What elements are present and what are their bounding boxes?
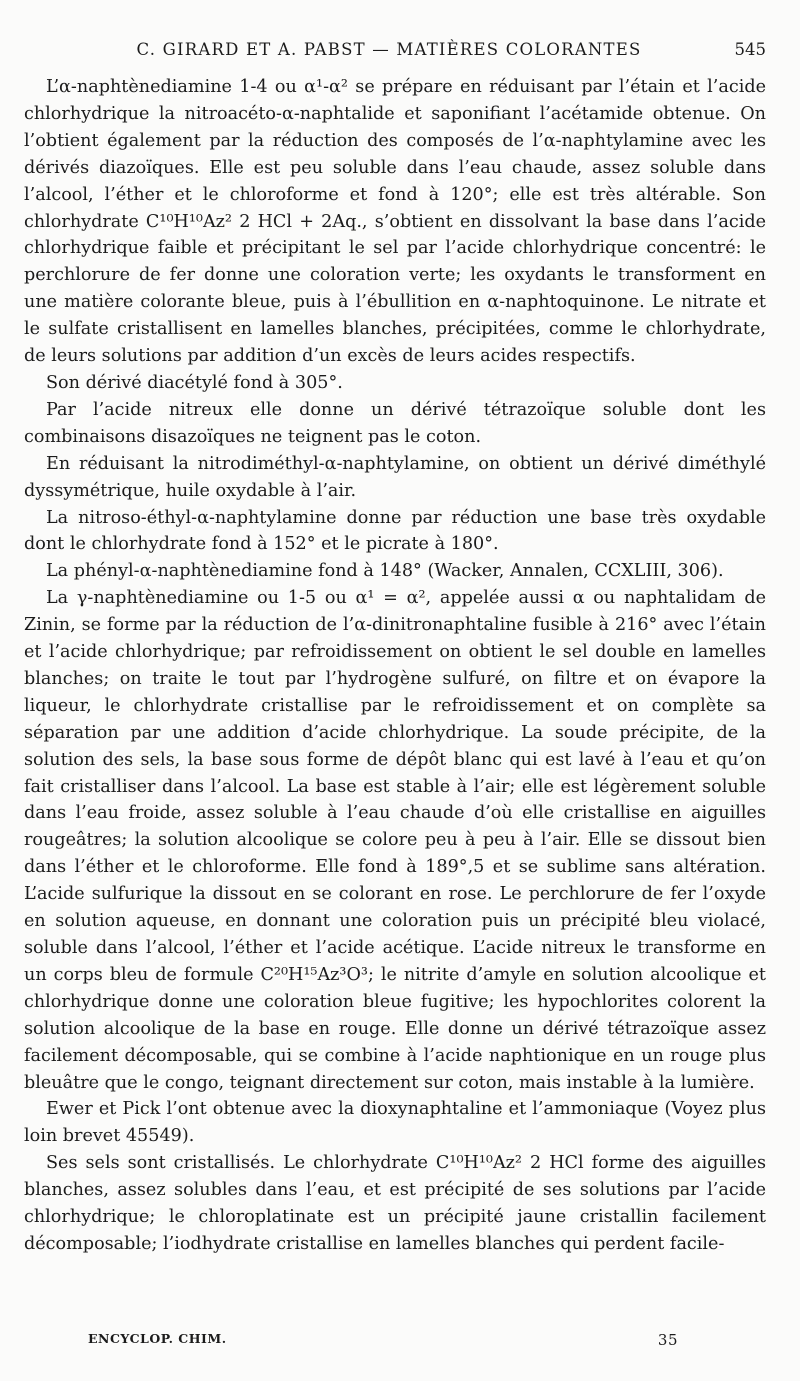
paragraph: La phényl-α-naphtènediamine fond à 148° (Wacker, Annalen, CCXLIII, 306). <box>46 561 724 582</box>
page-number: 545 <box>734 40 766 59</box>
book-page <box>24 40 766 1258</box>
running-header <box>24 40 766 74</box>
running-title: C. GIRARD ET A. PABST — MATIÈRES COLORANTES <box>136 40 642 59</box>
footer-signature: 35 <box>657 1331 678 1349</box>
paragraph: Ewer et Pick l’ont obtenue avec la dioxynaphtaline et l’ammoniaque (Voyez plus loin brevet 45549). <box>24 1099 766 1147</box>
paragraph: Ses sels sont cristallisés. Le chlorhydrate C¹⁰H¹⁰Az² 2 HCl forme des aiguilles blanches, assez solubles dans l’eau, et est précipité de ses solutions par l’acide chlorhydrique; le chloroplatinate est un précipité jaune cristallin facilement décomposable; l’iodhydrate cristallise en lamelles blanches qui perdent facile- <box>24 1153 766 1254</box>
paragraph: L’α-naphtènediamine 1-4 ou α¹-α² se prépare en réduisant par l’étain et l’acide chlorhydrique la nitroacéto-α-naphtalide et saponifiant l’acétamide obtenue. On l’obtient également par la réduction des composés de l’α-naphtylamine avec les dérivés diazoïques. Elle est peu soluble dans l’eau chaude, assez soluble dans l’alcool, l’éther et le chloroforme et fond à 120°; elle est très altérable. Son chlorhydrate C¹⁰H¹⁰Az² 2 HCl + 2Aq., s’obtient en dissolvant la base dans l’acide chlorhydrique faible et précipitant le sel par l’acide chlorhydrique concentré: le perchlorure de fer donne une coloration verte; les oxydants le transforment en une matière colorante bleue, puis à l’ébullition en α-naphtoquinone. Le nitrate et le sulfate cristallisent en lamelles blanches, précipitées, comme le chlorhydrate, de leurs solutions par addition d’un excès de leurs acides respectifs. <box>24 77 766 367</box>
footer-imprint: ENCYCLOP. CHIM. <box>88 1331 227 1346</box>
paragraph: Son dérivé diacétylé fond à 305°. <box>46 372 343 393</box>
paragraph: La γ-naphtènediamine ou 1-5 ou α¹ = α², appelée aussi α ou naphtalidam de Zinin, se forme par la réduction de l’α-dinitronaphtaline fusible à 216° avec l’étain et l’acide chlorhydrique; par refroidissement on obtient le sel double en lamelles blanches; on traite le tout par l’hydrogène sulfuré, on filtre et on évapore la liqueur, le chlorhydrate cristallise par le refroidissement et on complète sa séparation par une addition d’acide chlorhydrique. La soude précipite, de la solution des sels, la base sous forme de dépôt blanc qui est lavé à l’eau et qu’on fait cristalliser dans l’alcool. La base est stable à l’air; elle est légèrement soluble dans l’eau froide, assez soluble à l’eau chaude d’où elle cristallise en aiguilles rougeâtres; la solution alcoolique se colore peu à peu à l’air. Elle se dissout bien dans l’éther et le chloroforme. Elle fond à 189°,5 et se sublime sans altération. L’acide sulfurique la dissout en se colorant en rose. Le perchlorure de fer l’oxyde en solution aqueuse, en donnant une coloration puis un précipité bleu violacé, soluble dans l’alcool, l’éther et l’acide acétique. L’acide nitreux le transforme en un corps bleu de formule C²⁰H¹⁵Az³O³; le nitrite d’amyle en solution alcoolique et chlorhydrique donne une coloration bleue fugitive; les hypochlorites colorent la solution alcoolique de la base en rouge. Elle donne un dérivé tétrazoïque assez facilement décomposable, qui se combine à l’acide naphtionique en un rouge plus bleuâtre que le congo, teignant directement sur coton, mais instable à la lumière. <box>24 588 766 1093</box>
page-footer <box>88 1331 678 1349</box>
paragraph: Par l’acide nitreux elle donne un dérivé tétrazoïque soluble dont les combinaisons disazoïques ne teignent pas le coton. <box>24 399 766 447</box>
body-text <box>24 74 766 1258</box>
paragraph: La nitroso-éthyl-α-naphtylamine donne par réduction une base très oxydable dont le chlorhydrate fond à 152° et le picrate à 180°. <box>24 507 766 555</box>
paragraph: En réduisant la nitrodiméthyl-α-naphtylamine, on obtient un dérivé diméthylé dyssymétrique, huile oxydable à l’air. <box>24 453 766 501</box>
